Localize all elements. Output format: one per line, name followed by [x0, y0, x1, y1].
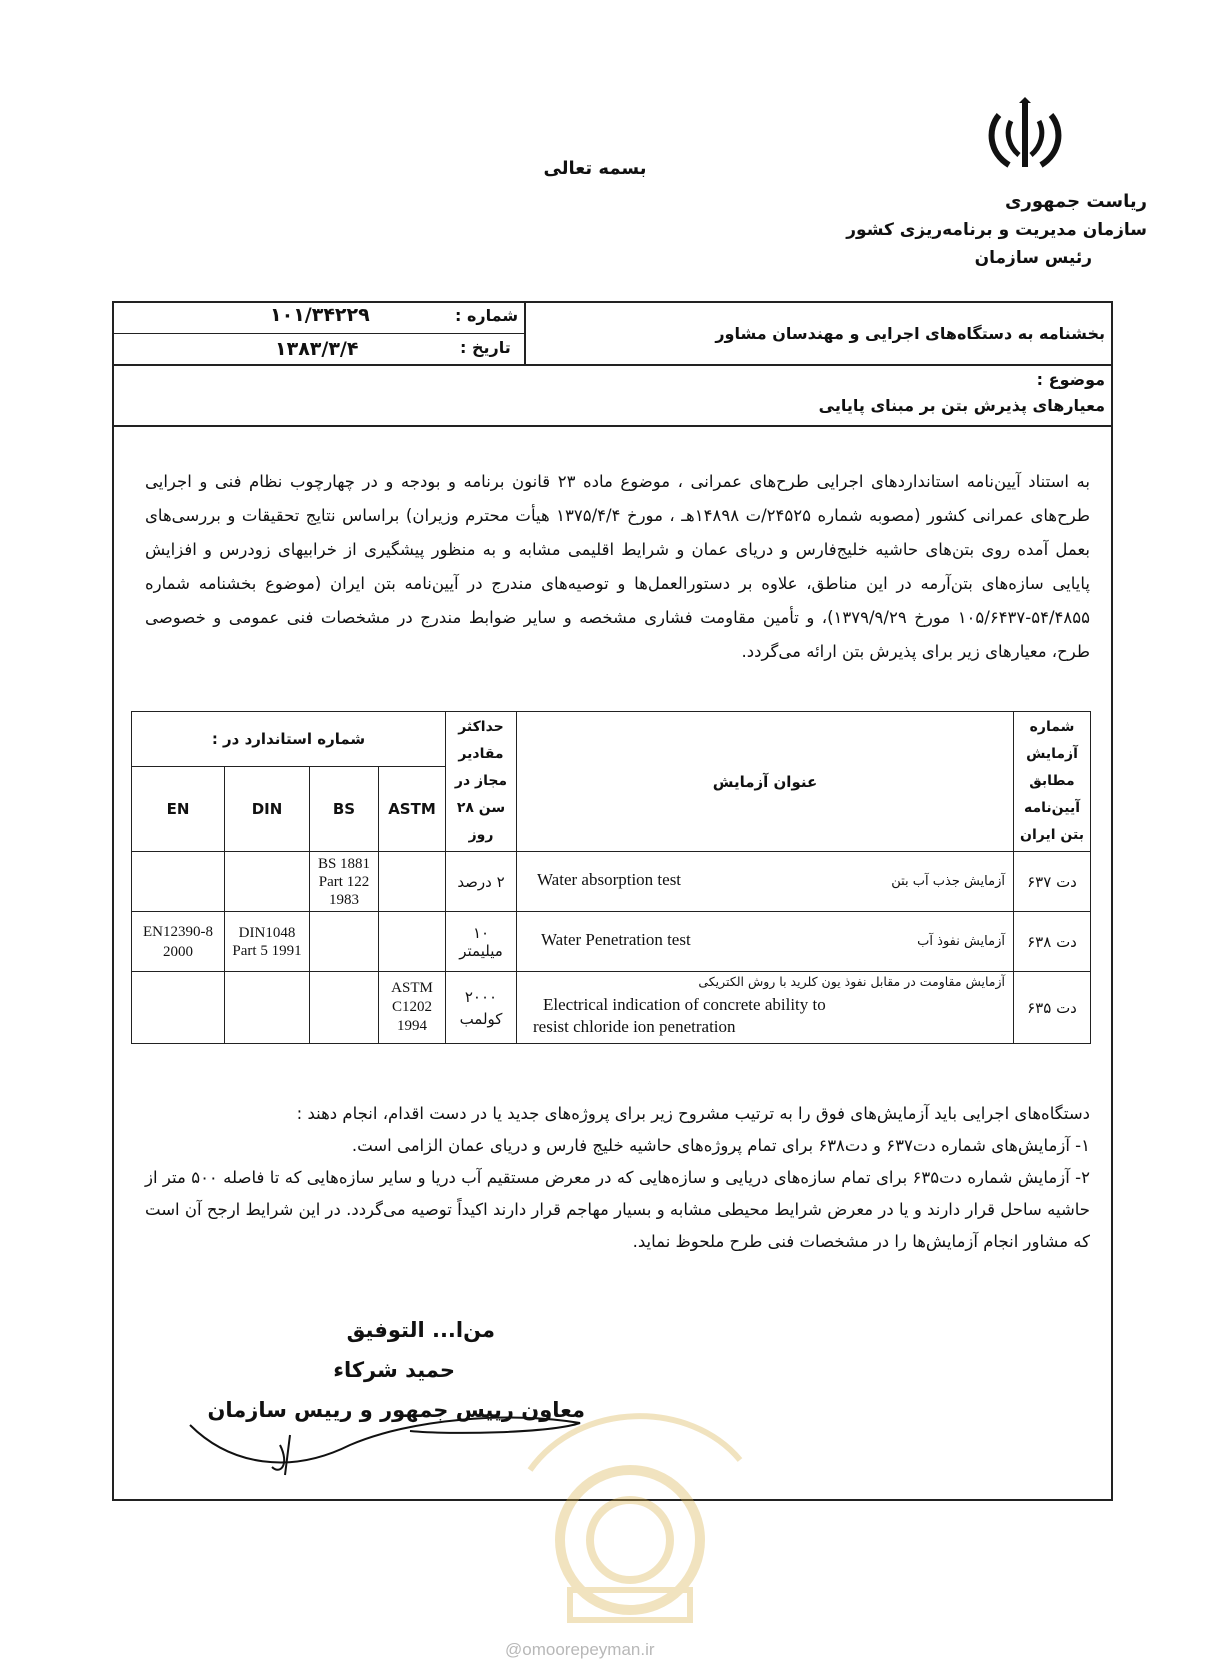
header-divider — [524, 301, 526, 364]
astm-cell: ASTM C1202 1994 — [379, 972, 446, 1044]
test-title-en: Water Penetration test — [541, 930, 691, 949]
header-divider — [112, 364, 1113, 366]
standard-group-header: شماره استاندارد در : — [132, 712, 446, 767]
organization-header — [846, 188, 1147, 272]
intro-paragraph: به استناد آیین‌نامه استانداردهای اجرایی طرح‌های عمرانی ، موضوع ماده ۲۳ قانون برنامه و بودجه و در چهارچوب نظام فنی و اجرایی طرح‌های عمرانی کشور (مصوبه شماره ۲۴۵۲۵/ت ۱۴۸۹۸هـ ، مورخ ۱۳۷۵/۴/۴ هیأت محترم وزیران) براساس نتایج تحقیقات و بررسی‌های بعمل آمده روی بتن‌های حاشیه خلیج‌فارس و دریای عمان و شرایط اقلیمی مشابه و به منظور پیشگیری از خرابیهای زودرس و افزایش پایایی سازه‌های بتن‌آرمه در این مناطق، علاوه بر دستورالعمل‌ها و توصیه‌های مندرج در آیین‌نامه بتن ایران (موضوع بخشنامه شماره ۵۴/۴۸۵۵-۱۰۵/۶۴۳۷ مورخ ۱۳۷۹/۹/۲۹)، و تأمین مقاومت فشاری مشخصه و سایر ضوابط مندرج در مشخصات فنی عمومی و خصوصی طرح، معیارهای زیر برای پذیرش بتن ارائه می‌گردد. — [145, 472, 1090, 661]
test-code-cell: دت ۶۳۸ — [1014, 912, 1091, 972]
en-cell: EN12390-8 2000 — [132, 912, 225, 972]
org-line-organization: سازمان مدیریت و برنامه‌ریزی کشور — [846, 220, 1147, 240]
bs-cell — [310, 912, 379, 972]
letter-number: ۱۰۱/۳۴۲۲۹ — [270, 304, 370, 326]
test-code-cell: دت ۶۳۵ — [1014, 972, 1091, 1044]
date-label: تاریخ : — [460, 338, 511, 357]
subject-text: معیارهای پذیرش بتن بر مبنای پایایی — [818, 396, 1105, 415]
din-cell — [225, 972, 310, 1044]
iran-emblem-icon — [985, 95, 1065, 175]
test-code-header: شماره آزمایش مطابق آیین‌نامه بتن ایران — [1014, 712, 1091, 852]
en-header: EN — [132, 767, 225, 852]
addressee: بخشنامه به دستگاه‌های اجرایی و مهندسان مشاور — [715, 324, 1105, 343]
max-value-cell: ۱۰ میلیمتر — [446, 912, 517, 972]
table-row — [132, 852, 1091, 912]
watermark-seal-icon — [490, 1390, 770, 1650]
test-title-fa: آزمایش نفوذ آب — [917, 934, 1005, 949]
test-code-cell: دت ۶۳۷ — [1014, 852, 1091, 912]
bs-cell: BS 1881 Part 122 1983 — [310, 852, 379, 912]
org-line-presidency: ریاست جمهوری — [1005, 191, 1147, 212]
signer-title: معاون رییس جمهور و رییس سازمان — [207, 1398, 585, 1422]
table-header-row — [132, 712, 1091, 767]
subject-divider — [112, 425, 1113, 427]
max-value-cell: ۲ درصد — [446, 852, 517, 912]
instructions-intro: دستگاه‌های اجرایی باید آزمایش‌های فوق را به ترتیب مشروح زیر برای پروژه‌های جدید یا در دست اقدام، انجام دهند : — [296, 1104, 1090, 1123]
number-label: شماره : — [455, 306, 519, 325]
max-value-header: حداکثر مقادیر مجاز در سن ۲۸ روز — [446, 712, 517, 852]
subject-label: موضوع : — [1036, 370, 1105, 389]
closing-phrase: من‌ا... التوفیق — [346, 1318, 495, 1342]
tests-table — [131, 711, 1091, 1044]
test-title-en: Water absorption test — [537, 870, 682, 889]
header-divider — [112, 333, 526, 334]
max-value-cell: ۲۰۰۰ کولمب — [446, 972, 517, 1044]
en-cell — [132, 972, 225, 1044]
letter-date: ۱۳۸۳/۳/۴ — [275, 338, 359, 360]
din-cell: DIN1048 Part 5 1991 — [225, 912, 310, 972]
din-cell — [225, 852, 310, 912]
en-cell — [132, 852, 225, 912]
instruction-item: ۱- آزمایش‌های شماره دت۶۳۷ و دت۶۳۸ برای تمام پروژه‌های حاشیه خلیج فارس و دریای عمان الزامی است. — [351, 1136, 1090, 1155]
bismillah-heading: بسمه تعالی — [543, 158, 647, 179]
test-title-fa: آزمایش جذب آب بتن — [891, 874, 1005, 889]
astm-header: ASTM — [379, 767, 446, 852]
bs-cell — [310, 972, 379, 1044]
din-header: DIN — [225, 767, 310, 852]
astm-cell — [379, 912, 446, 972]
org-line-head: رئیس سازمان — [974, 248, 1092, 268]
test-title-header: عنوان آزمایش — [517, 712, 1014, 852]
bs-header: BS — [310, 767, 379, 852]
test-title-fa: آزمایش مقاومت در مقابل نفوذ یون کلرید با روش الکتریکی — [698, 974, 1005, 989]
watermark-text: @omoorepeyman.ir — [505, 1640, 655, 1659]
test-title-cell — [517, 852, 1014, 912]
test-title-en: Electrical indication of concrete ability to resist chloride ion penetration — [533, 995, 826, 1036]
test-title-cell — [517, 912, 1014, 972]
signer-name: حمید شرکاء — [333, 1358, 455, 1382]
instructions — [145, 1098, 1090, 1258]
table-row — [132, 912, 1091, 972]
astm-cell — [379, 852, 446, 912]
instruction-item: ۲- آزمایش شماره دت۶۳۵ برای تمام سازه‌های دریایی و سازه‌هایی که در معرض مستقیم آب دریا و سایر سازه‌هایی که تا فاصله ۵۰۰ متر از حاشیه ساحل قرار دارند و یا در معرض شرایط محیطی مشابه و بسیار مهاجم قرار دارند اکیداً توصیه می‌گردد. در این شرایط ارجح آن است که مشاور انجام آزمایش‌ها را در مشخصات فنی طرح ملحوظ نماید. — [145, 1168, 1090, 1251]
test-title-cell — [517, 972, 1014, 1044]
table-row — [132, 972, 1091, 1044]
